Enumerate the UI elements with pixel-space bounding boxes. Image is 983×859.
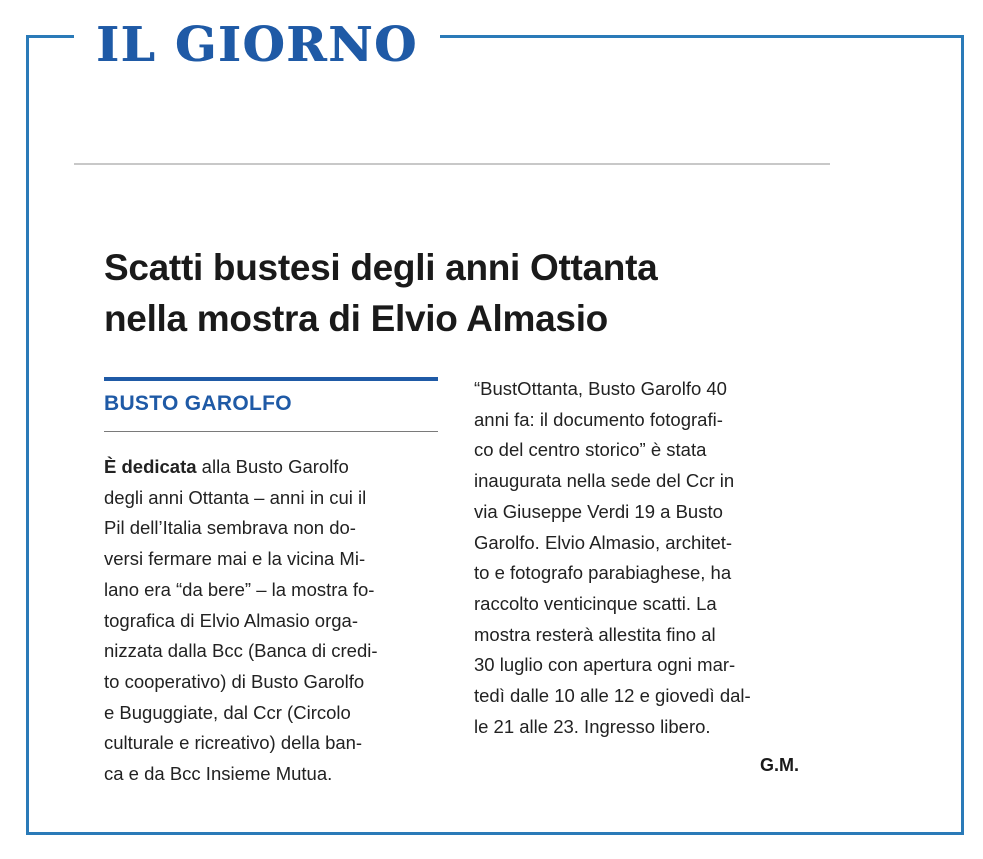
body-line: anni fa: il documento fotografi- — [474, 408, 723, 430]
kicker-rule-top — [104, 377, 438, 381]
body-line: versi fermare mai e la vicina Mi- — [104, 548, 366, 570]
article-column-left — [104, 452, 440, 790]
headline-line-2: nella mostra di Elvio Almasio — [104, 298, 608, 339]
body-line: lano era “da bere” – la mostra fo- — [104, 578, 375, 600]
body-line: culturale e ricreativo) della ban- — [104, 732, 363, 754]
body-line: degli anni Ottanta – anni in cui il — [104, 486, 367, 508]
header-divider — [74, 163, 830, 165]
body-line: tografica di Elvio Almasio orga- — [104, 609, 358, 631]
kicker-rule-bottom — [104, 431, 438, 432]
body-line: 30 luglio con apertura ogni mar- — [474, 654, 736, 676]
headline-line-1: Scatti bustesi degli anni Ottanta — [104, 247, 658, 288]
article-kicker: BUSTO GAROLFO — [104, 392, 292, 415]
author-signature: G.M. — [760, 755, 799, 775]
article-column-right — [474, 374, 810, 742]
body-line: via Giuseppe Verdi 19 a Busto — [474, 500, 723, 522]
body-line: nizzata dalla Bcc (Banca di credi- — [104, 640, 378, 662]
article-headline — [104, 242, 824, 344]
body-line: raccolto venticinque scatti. La — [474, 592, 717, 614]
body-line: co del centro storico” è stata — [474, 439, 707, 461]
body-line: tedì dalle 10 alle 12 e giovedì dal- — [474, 685, 751, 707]
body-line: Pil dell’Italia sembrava non do- — [104, 517, 356, 539]
masthead — [74, 14, 440, 76]
body-line: inaugurata nella sede del Ccr in — [474, 470, 735, 492]
body-line: ca e da Bcc Insieme Mutua. — [104, 763, 333, 785]
body-line: le 21 alle 23. Ingresso libero. — [474, 715, 711, 737]
masthead-logo: IL GIORNO — [96, 17, 418, 73]
body-line: “BustOttanta, Busto Garolfo 40 — [474, 378, 727, 399]
body-line — [104, 452, 440, 483]
lead-bold: È dedicata — [104, 456, 197, 477]
body-line: e Buguggiate, dal Ccr (Circolo — [104, 701, 351, 723]
body-line: mostra resterà allestita fino al — [474, 623, 716, 645]
body-text: alla Busto Garolfo — [196, 456, 349, 477]
body-line: Garolfo. Elvio Almasio, architet- — [474, 531, 733, 553]
body-line: to cooperativo) di Busto Garolfo — [104, 670, 365, 692]
body-line: to e fotografo parabiaghese, ha — [474, 562, 732, 584]
